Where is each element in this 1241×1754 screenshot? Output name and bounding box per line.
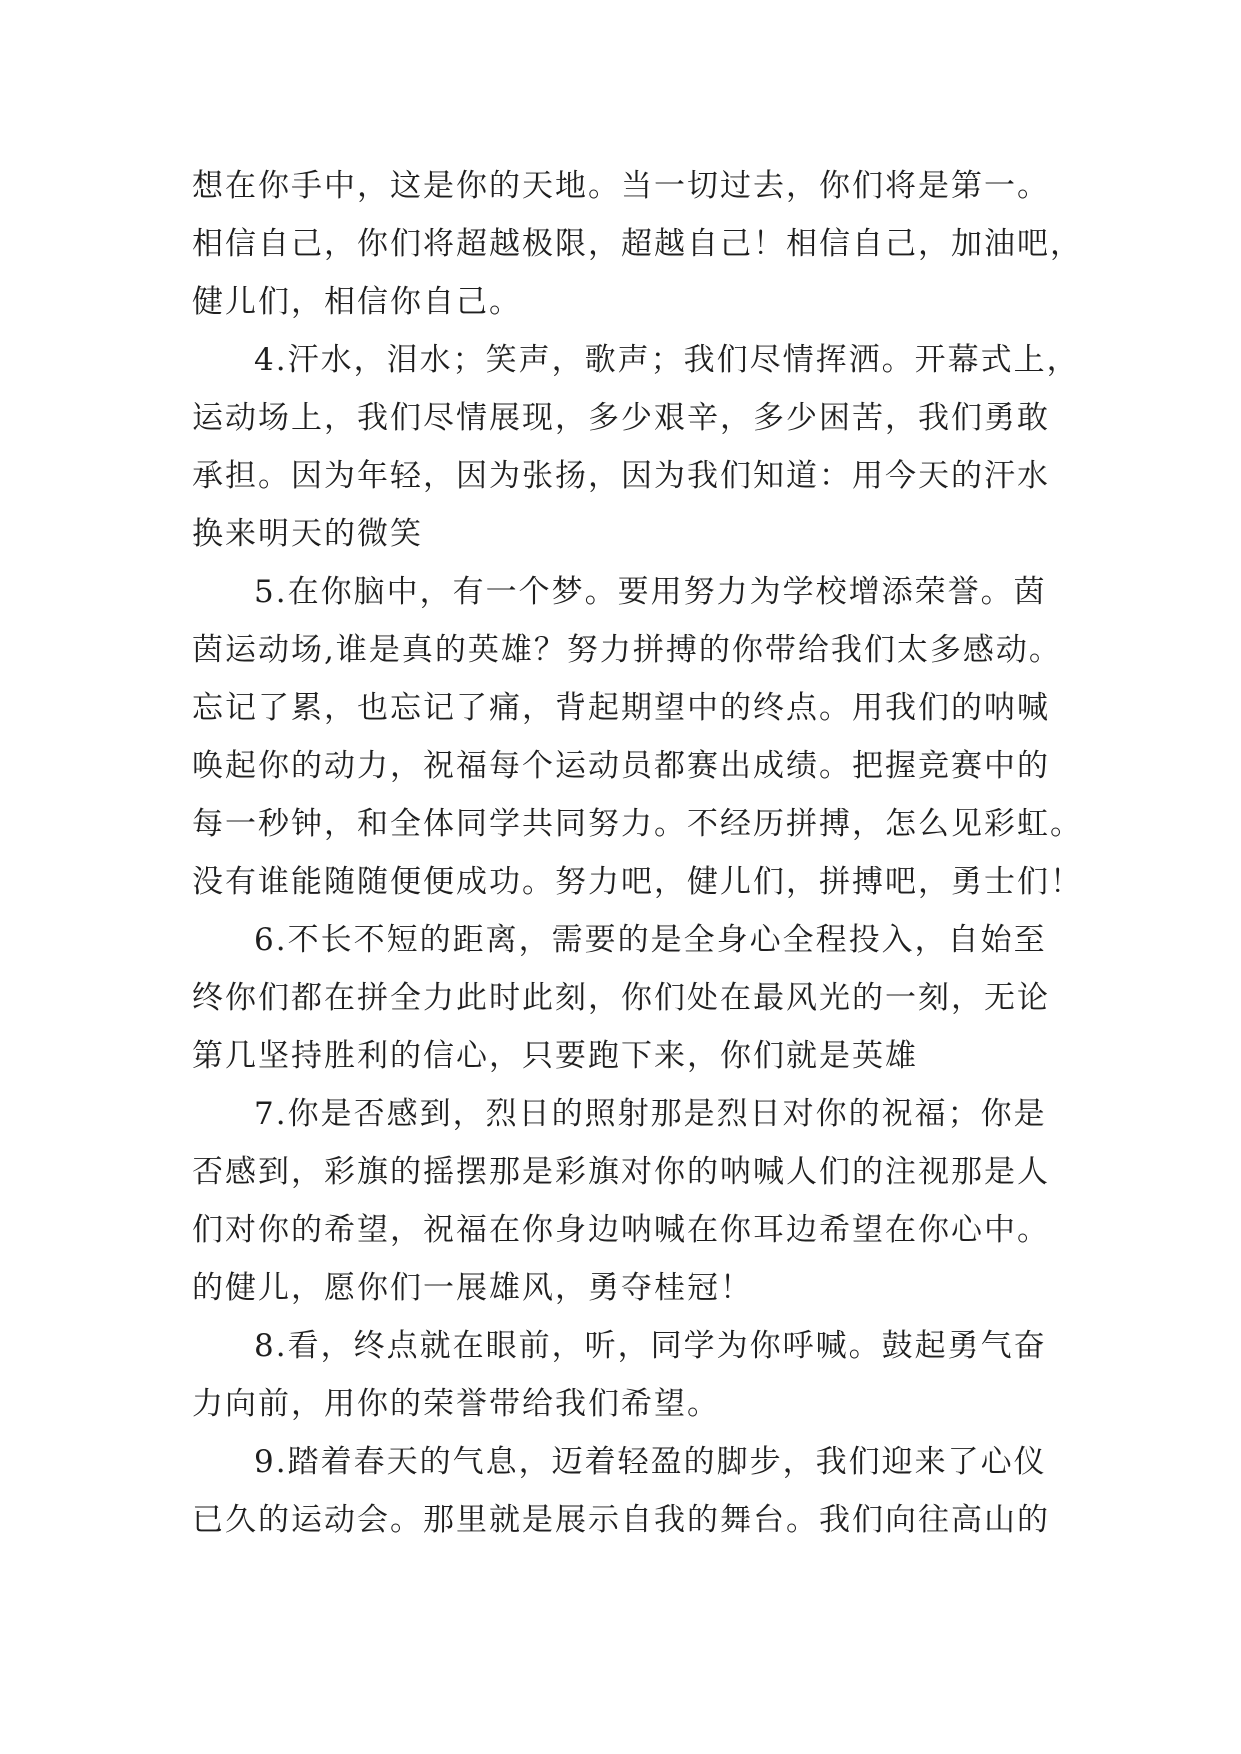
text-line: 没有谁能随随便便成功。努力吧，健儿们，拼搏吧，勇士们！ [192,864,1083,900]
text-line: 否感到，彩旗的摇摆那是彩旗对你的呐喊人们的注视那是人 [192,1154,1050,1190]
text-line: 第几坚持胜利的信心，只要跑下来，你们就是英雄 [192,1038,918,1074]
paragraph-start-line: 8.看，终点就在眼前，听，同学为你呼喊。鼓起勇气奋 [254,1328,1047,1364]
paragraph-start-line: 4.汗水，泪水；笑声，歌声；我们尽情挥洒。开幕式上， [254,342,1080,378]
text-line: 运动场上，我们尽情展现，多少艰辛，多少困苦，我们勇敢 [192,400,1050,436]
paragraph-start-line: 9.踏着春天的气息，迈着轻盈的脚步，我们迎来了心仪 [254,1444,1047,1480]
text-line: 承担。因为年轻，因为张扬，因为我们知道：用今天的汗水 [192,458,1050,494]
text-line: 的健儿，愿你们一展雄风，勇夺桂冠！ [192,1270,753,1306]
text-line: 们对你的希望，祝福在你身边呐喊在你耳边希望在你心中。 [192,1212,1050,1248]
text-line: 忘记了累，也忘记了痛，背起期望中的终点。用我们的呐喊 [192,690,1050,726]
body-text [192,157,1083,1549]
paragraph-start-line: 6.不长不短的距离，需要的是全身心全程投入，自始至 [254,922,1047,958]
text-line: 唤起你的动力，祝福每个运动员都赛出成绩。把握竞赛中的 [192,748,1050,784]
text-line: 相信自己，你们将超越极限，超越自己！相信自己，加油吧， [192,226,1083,262]
text-line: 健儿们，相信你自己。 [192,284,522,320]
text-line: 想在你手中，这是你的天地。当一切过去，你们将是第一。 [192,168,1050,204]
paragraph-start-line: 5.在你脑中，有一个梦。要用努力为学校增添荣誉。茵 [254,574,1047,610]
text-line: 茵运动场,谁是真的英雄？努力拼搏的你带给我们太多感动。 [192,632,1062,668]
paragraph-start-line: 7.你是否感到，烈日的照射那是烈日对你的祝福；你是 [254,1096,1047,1132]
text-line: 已久的运动会。那里就是展示自我的舞台。我们向往高山的 [192,1502,1050,1538]
text-line: 终你们都在拼全力此时此刻，你们处在最风光的一刻，无论 [192,980,1050,1016]
text-line: 换来明天的微笑 [192,516,423,552]
text-line: 力向前，用你的荣誉带给我们希望。 [192,1386,720,1422]
text-line: 每一秒钟，和全体同学共同努力。不经历拼搏，怎么见彩虹。 [192,806,1083,842]
